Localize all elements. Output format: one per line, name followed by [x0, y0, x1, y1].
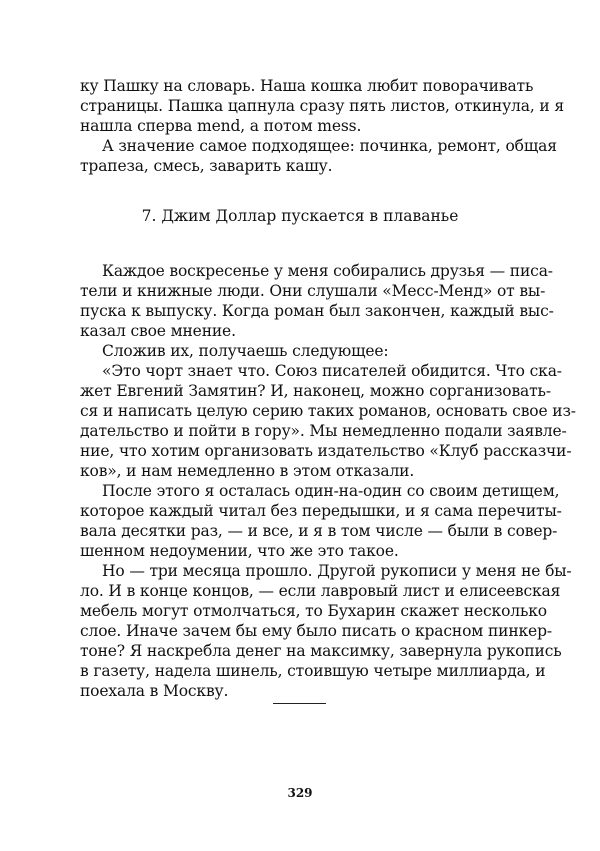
text-line: «Это чорт знает что. Союз писателей обидится. Что ска-: [102, 362, 562, 380]
text-line: пуска к выпуску. Когда роман был закончен, каждый выс-: [80, 302, 554, 320]
text-line: слое. Иначе зачем бы ему было писать о красном пинкер-: [80, 622, 552, 640]
text-line: мебель могут отмолчаться, то Бухарин скажет несколько: [80, 602, 547, 620]
text-line: которое каждый читал без передышки, и я сама перечиты-: [80, 502, 562, 520]
text-line: ло. И в конце концов, — если лавровый лист и елисеевская: [80, 582, 561, 600]
text-line: Но — три месяца прошло. Другой рукописи у меня не бы-: [102, 562, 572, 580]
text-line: жет Евгений Замятин? И, наконец, можно сорганизовать-: [80, 382, 551, 400]
text-line: ся и написать целую серию таких романов, основать свое из-: [80, 402, 576, 420]
text-line: После этого я осталась один-на-один со своим детищем,: [102, 482, 560, 500]
page-number: 329: [287, 786, 313, 800]
text-line: Каждое воскресенье у меня собирались друзья — писа-: [102, 262, 553, 280]
text-line: тели и книжные люди. Они слушали «Месс-Менд» от вы-: [80, 282, 546, 300]
text-line: поехала в Москву.: [80, 682, 229, 700]
text-line: казал свое мнение.: [80, 322, 236, 340]
text-line: А значение самое подходящее: починка, ремонт, общая: [102, 137, 557, 155]
text-line: ков», и нам немедленно в этом отказали.: [80, 462, 415, 480]
text-line: тоне? Я наскребла денег на максимку, завернула рукопись: [80, 642, 562, 660]
chapter-heading: 7. Джим Доллар пускается в плаванье: [141, 207, 459, 225]
section-divider: [273, 703, 326, 704]
text-line: ку Пашку на словарь. Наша кошка любит поворачивать: [80, 77, 534, 95]
text-line: трапеза, смесь, заварить кашу.: [80, 157, 333, 175]
text-line: ние, что хотим организовать издательство «Клуб рассказчи-: [80, 442, 572, 460]
text-line: дательство и пойти в гору». Мы немедленно подали заявле-: [80, 422, 567, 440]
text-line: нашла сперва mend, а потом mess.: [80, 117, 362, 135]
text-line: шенном недоумении, что же это такое.: [80, 542, 399, 560]
text-line: Сложив их, получаешь следующее:: [102, 342, 389, 360]
text-line: страницы. Пашка цапнула сразу пять листов, откинула, и я: [80, 97, 564, 115]
text-line: вала десятки раз, — и все, и я в том числе — были в совер-: [80, 522, 558, 540]
text-line: в газету, надела шинель, стоившую четыре миллиарда, и: [80, 662, 546, 680]
